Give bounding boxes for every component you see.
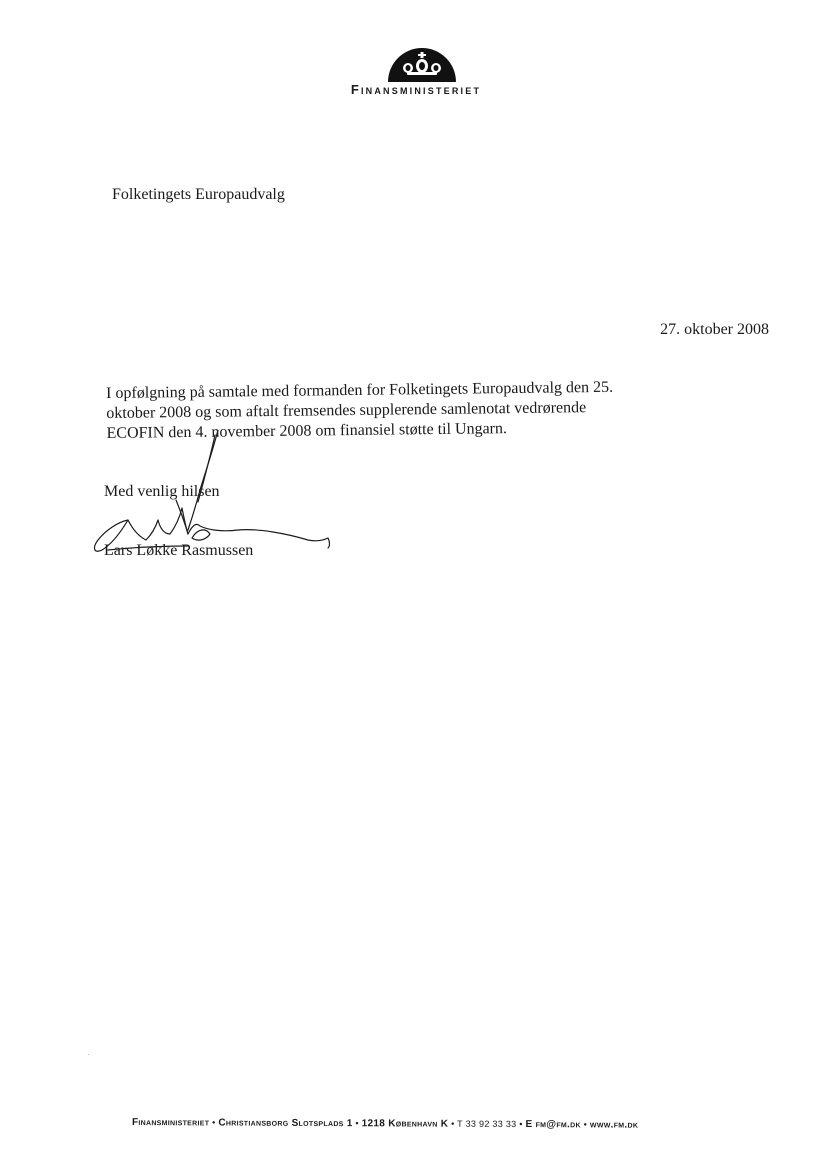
footer-separator: • [212, 1117, 216, 1128]
footer-separator: • [519, 1119, 523, 1130]
ministry-name: Finansministeriet [350, 82, 482, 97]
letter-date: 27. oktober 2008 [660, 321, 769, 338]
signer-name: Lars Løkke Rasmussen [104, 542, 254, 559]
handwritten-signature [88, 430, 338, 570]
footer-separator: • [451, 1118, 455, 1129]
footer-separator: • [355, 1118, 359, 1129]
footer-web: www.fm.dk [589, 1119, 639, 1131]
footer-email: E fm@fm.dk [525, 1119, 581, 1131]
footer-ministry: Finansministeriet [131, 1117, 210, 1129]
body-line: I opfølgning på samtale med formanden for Folketingets Europaudvalg den 25. [106, 378, 614, 402]
crown-logo-icon [385, 46, 459, 82]
footer-postal: 1218 København K [361, 1118, 449, 1130]
footer-address [132, 1117, 692, 1131]
closing-greeting: Med venlig hilsen [104, 483, 220, 500]
body-line: oktober 2008 og som aftalt fremsendes supplerende samlenotat vedrørende [106, 399, 587, 422]
recipient: Folketingets Europaudvalg [112, 186, 285, 203]
footer-phone: T 33 92 33 33 [457, 1118, 517, 1130]
footer-separator: • [583, 1119, 588, 1130]
scan-speck [88, 1054, 89, 1055]
footer-address-line: Christiansborg Slotsplads 1 [218, 1117, 353, 1130]
body-line: ECOFIN den 4. november 2008 om finansiel støtte til Ungarn. [106, 420, 508, 442]
